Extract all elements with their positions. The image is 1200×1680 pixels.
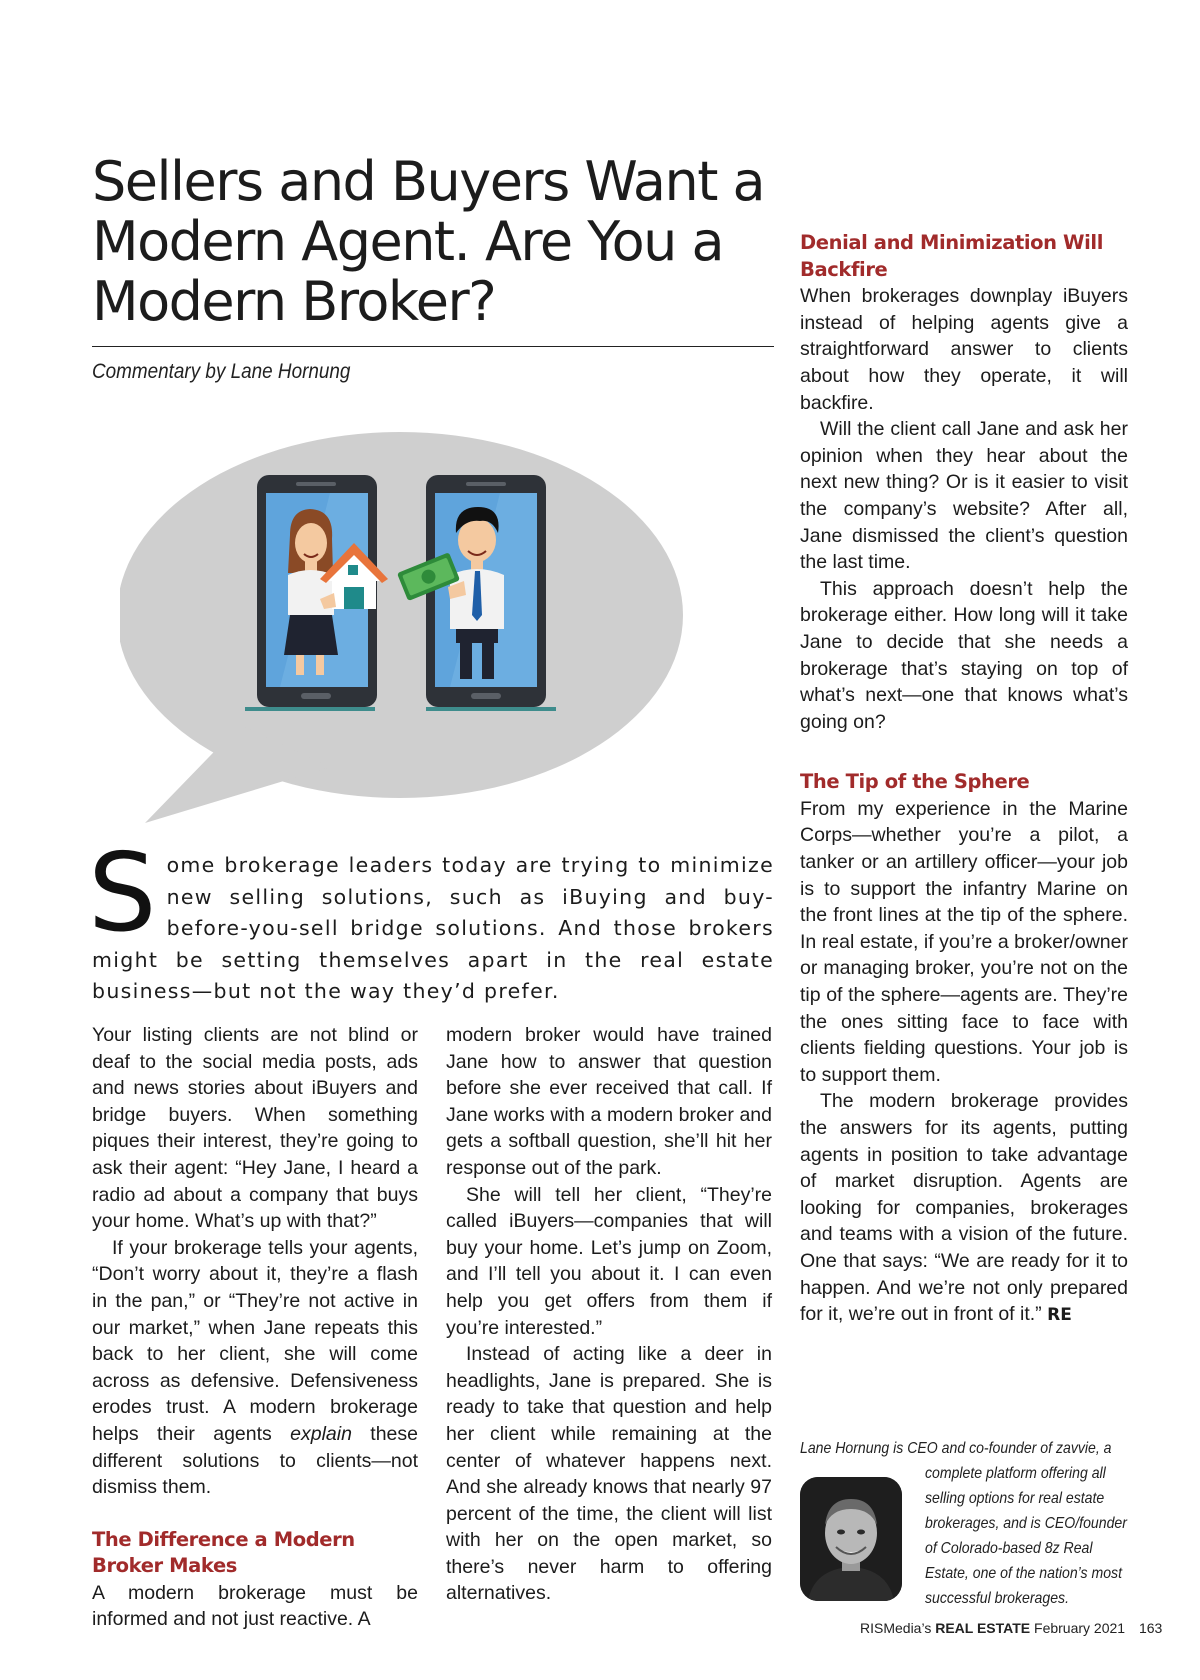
body-paragraph: A modern brokerage must be informed and not just reactive. A: [92, 1581, 418, 1631]
emphasis-text: explain: [290, 1422, 352, 1445]
article-title: Sellers and Buyers Want a Modern Agent. Are You a Modern Broker?: [92, 150, 765, 333]
body-paragraph: Your listing clients are not blind or deaf to the social media posts, ads and news stories about iBuyers and bridge buyers. When something piques their interest, they’re going to ask their agent: “Hey Jane, I heard a radio ad about a company that buys your home. What’s up with that?”: [92, 1024, 418, 1233]
phone-shadow-left: [245, 707, 375, 711]
speech-bubble-illustration: [120, 415, 730, 825]
body-text: these different solutions to clients—not dismiss them.: [92, 1422, 418, 1499]
body-paragraph: This approach doesn’t help the brokerage either. How long will it take Jane to decide that she needs a brokerage that’s staying on top of what’s next—one that knows what’s going on?: [800, 577, 1128, 733]
author-bio-line: selling options for real estate: [925, 1490, 1105, 1507]
byline: Commentary by Lane Hornung: [92, 360, 351, 383]
title-rule: [92, 346, 774, 347]
lead-text: ome brokerage leaders today are trying to minimize new selling solutions, such as iBuying and buy-before-you-sell bridge solutions. And those brokers might be setting themselves apart in the real estate business—but not the way they’d prefer.: [92, 853, 774, 1003]
speech-bubble: [120, 432, 683, 798]
body-paragraph: Instead of acting like a deer in headlights, Jane is prepared. She is ready to take that question and help her client while remaining at the center of whatever happens next. And she already knows that nearly 97 percent of the time, the client will list with her on the open market, so there’s never harm to offering alternatives.: [446, 1343, 772, 1605]
column-1: [92, 1022, 418, 1633]
footer-magazine: REAL ESTATE: [935, 1620, 1031, 1636]
author-bio-line: brokerages, and is CEO/founder: [925, 1515, 1127, 1532]
body-paragraph: [92, 1235, 418, 1501]
author-bio: [925, 1461, 1145, 1611]
author-bio-line: successful brokerages.: [925, 1590, 1070, 1607]
body-paragraph: Will the client call Jane and ask her opinion when they hear about the next new thing? Or is it easier to visit the company’s website? After all, Jane dismissed the client’s question the last time.: [800, 418, 1128, 574]
author-bio-line: Lane Hornung is CEO and co-founder of zavvie, a: [800, 1440, 1112, 1457]
author-photo: [800, 1477, 902, 1601]
column-2: [446, 1022, 772, 1607]
lead-paragraph: [88, 831, 774, 1008]
author-bio-line: complete platform offering all: [925, 1465, 1106, 1482]
author-bio-line: Estate, one of the nation’s most: [925, 1565, 1122, 1582]
page-footer: [860, 1620, 1162, 1636]
phone-left-icon: [257, 475, 388, 707]
subhead-tip-of-sphere: The Tip of the Sphere: [800, 770, 1030, 794]
body-paragraph: She will tell her client, “They’re called iBuyers—companies that will buy your home. Let’s jump on Zoom, and I’ll tell you about it. I can even help you get offers from them if you’re interested.”: [446, 1183, 772, 1339]
footer-issue: February 2021: [1034, 1620, 1126, 1636]
subhead-difference: The Difference a Modern Broker Makes: [92, 1527, 355, 1578]
phone-shadow-right: [426, 707, 556, 711]
author-bio-line: of Colorado-based 8z Real: [925, 1540, 1093, 1557]
column-3: [800, 230, 1128, 1329]
drop-cap: S: [88, 831, 157, 956]
body-paragraph: When brokerages downplay iBuyers instead of helping agents give a straightforward answer to clients about how they operate, it will backfire.: [800, 285, 1128, 414]
body-paragraph: [800, 1088, 1128, 1328]
body-paragraph: From my experience in the Marine Corps—whether you’re a pilot, a tanker or an artillery officer—your job is to support the infantry Marine on the front lines at the tip of the sphere. In real estate, if you’re a broker/owner or managing broker, you’re not on the tip of the sphere—agents are. They’re the ones sitting face to face with clients fielding questions. Your job is to support them.: [800, 797, 1128, 1086]
body-paragraph: modern broker would have trained Jane how to answer that question before she ever received that call. If Jane works with a modern broker and gets a softball question, she’ll hit her response out of the park.: [446, 1024, 772, 1179]
author-portrait-icon: [800, 1477, 902, 1601]
end-mark: RE: [1047, 1305, 1072, 1326]
footer-publisher: RISMedia’s: [860, 1620, 932, 1636]
body-text: If your brokerage tells your agents, “Don’t worry about it, they’re a flash in the pan,” or “They’re not active in our market,” when Jane repeats this back to her client, she will come across as defensive. Defensiveness erodes trust. A modern brokerage helps their agents: [92, 1236, 418, 1445]
subhead-denial: Denial and Minimization Will Backfire: [800, 231, 1103, 281]
body-text: The modern brokerage provides the answers for its agents, putting agents in position to take advantage of market disruption. Agents are looking for companies, brokerages and teams with a vision of the future. One that says: “We are ready for it to happen. And we’re not only prepared for it, we’re out in front of it.”: [800, 1090, 1128, 1326]
page-number: 163: [1138, 1620, 1163, 1636]
